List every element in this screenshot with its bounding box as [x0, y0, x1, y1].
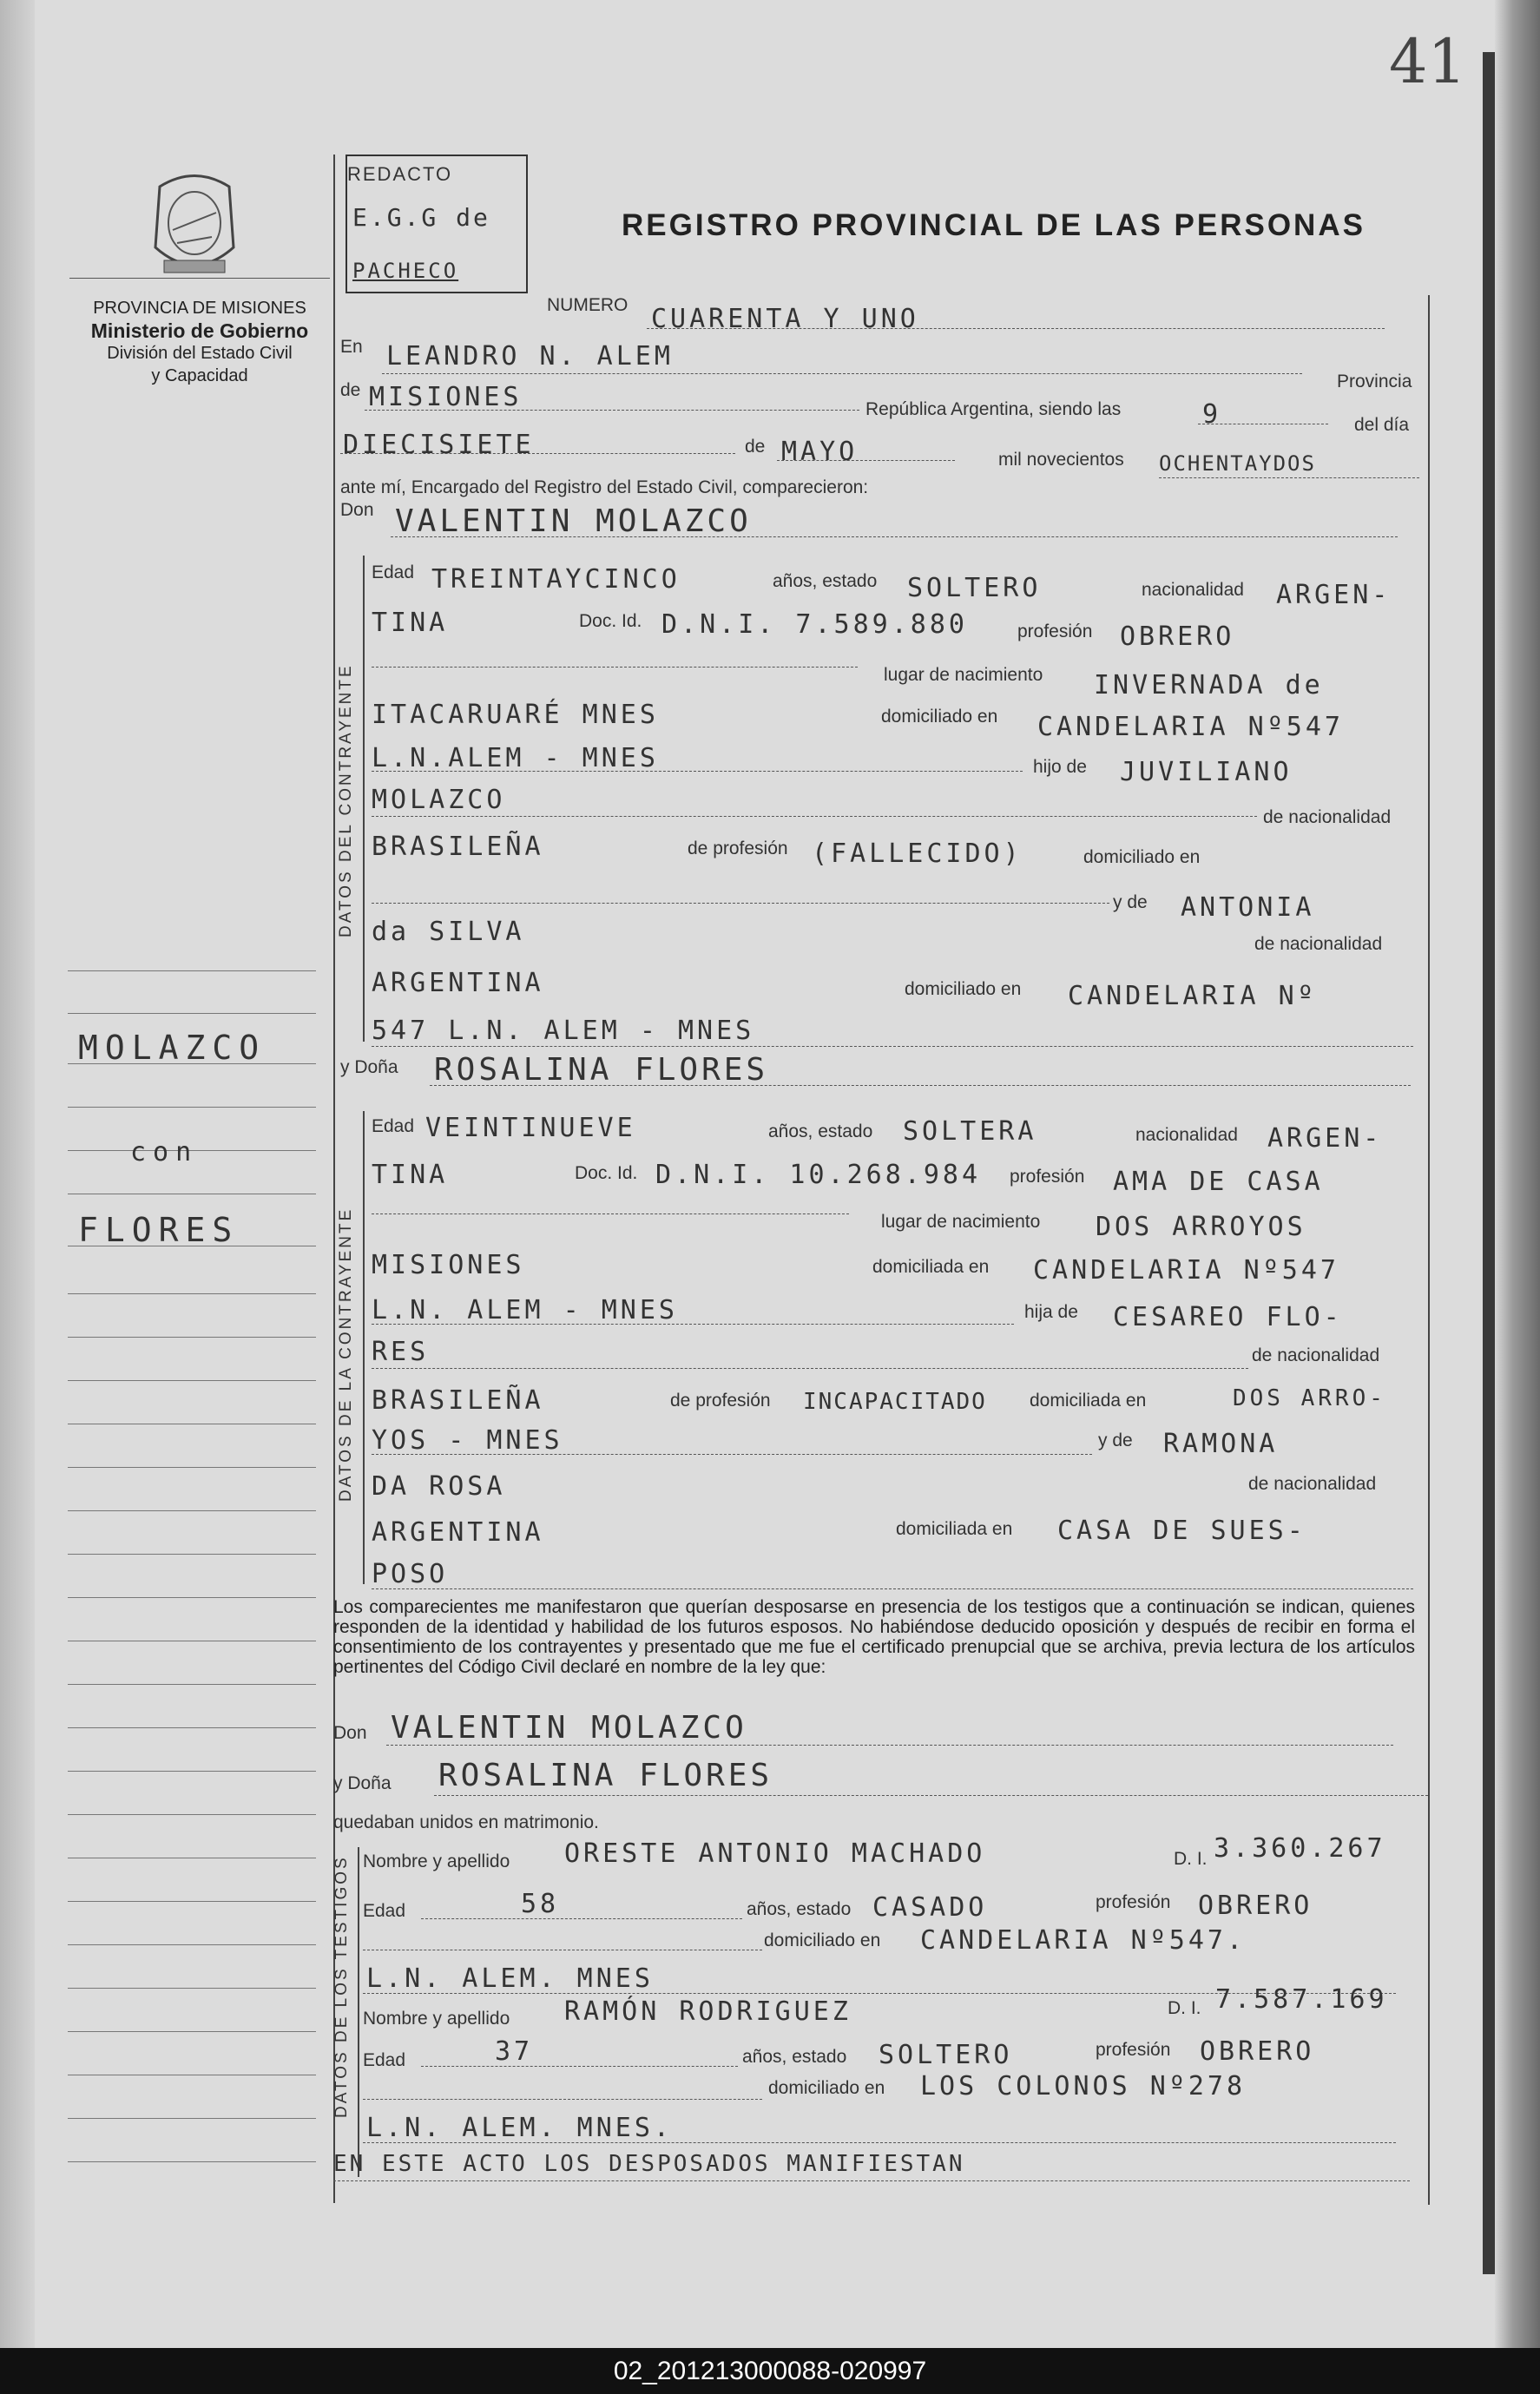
t2-edad-label: Edad [363, 2050, 406, 2070]
contrayenta-madre-de-nac-label: de nacionalidad [1248, 1474, 1377, 1494]
province-seal-icon [142, 169, 247, 282]
closing-text: EN ESTE ACTO LOS DESPOSADOS MANIFIESTAN [333, 2151, 965, 2177]
margin-note-surname-1: MOLAZCO [78, 1029, 267, 1067]
contrayenta-estado: SOLTERA [903, 1116, 1037, 1147]
contrayenta-padre: CESAREO FLO- [1113, 1302, 1343, 1332]
de-label-2: de [745, 437, 766, 457]
contrayente-madre-dom-label: domiciliado en [905, 979, 1022, 999]
contrayente-lugar-2: ITACARUARÉ MNES [372, 700, 659, 730]
t1-nombre: ORESTE ANTONIO MACHADO [564, 1838, 986, 1869]
contrayenta-madre-nac: ARGENTINA [372, 1517, 544, 1548]
contrayente-de-nac-label: de nacionalidad [1263, 807, 1392, 827]
contrayenta-madre: RAMONA [1163, 1429, 1279, 1459]
contrayente-y-de-label: y de [1113, 892, 1148, 912]
province-name: PROVINCIA DE MISIONES [93, 299, 306, 318]
contrayente-side-label: DATOS DEL CONTRAYENTE [337, 663, 355, 937]
t1-estado-label: años, estado [747, 1899, 852, 1919]
testigos-bracket [358, 1847, 359, 2177]
t1-doc: 3.360.267 [1214, 1833, 1386, 1864]
contrayenta-de-nac-label: de nacionalidad [1252, 1345, 1380, 1365]
mes-value: MAYO [781, 437, 859, 467]
dona-label: y Doña [340, 1057, 398, 1077]
contrayenta-madre-2: DA ROSA [372, 1471, 506, 1502]
document-title: REGISTRO PROVINCIAL DE LAS PERSONAS [622, 208, 1366, 242]
margin-note-surname-2: FLORES [78, 1211, 240, 1249]
testigos-side-label: DATOS DE LOS TESTIGOS [332, 1855, 351, 2118]
contrayenta-prof: AMA DE CASA [1113, 1167, 1324, 1197]
contrayenta-bracket [363, 1111, 365, 1584]
contrayenta-lugar: DOS ARROYOS [1096, 1212, 1306, 1242]
de-label: de [340, 380, 361, 400]
contrayente-edad: TREINTAYCINCO [431, 564, 681, 595]
contrayente-doc-label: Doc. Id. [579, 611, 642, 631]
t1-edad: 58 [521, 1889, 560, 1919]
contrayenta-padre-dom-label: domiciliada en [1030, 1391, 1147, 1411]
division-name-2: y Capacidad [151, 366, 248, 385]
t2-nombre-label: Nombre y apellido [363, 2009, 510, 2029]
contrayente-padre-nac: BRASILEÑA [372, 832, 544, 862]
contrayenta-dom-label: domiciliada en [872, 1257, 990, 1277]
t2-estado-label: años, estado [742, 2047, 847, 2067]
union-dona-label: y Doña [333, 1773, 392, 1793]
contrayenta-prof-label: profesión [1010, 1167, 1085, 1187]
header-rule [69, 278, 330, 279]
contrayenta-nac-label: nacionalidad [1135, 1125, 1238, 1145]
declaration-text: Los comparecientes me manifestaron que querían desposarse en presencia de los testigos que a continuación se indican, quienes responden de la identidad y habilidad de los futuros esposos. No habiéndose deducido oposición y después de recibir en forma el consentimiento de los contrayentes y presentado que me fue el certificado prenupcial que se archiva, previa lectura de los artículos pertinentes del Código Civil declaré en nombre de la ley que: [333, 1597, 1415, 1677]
contrayente-madre-2: da SILVA [372, 917, 525, 947]
contrayente-bracket [363, 556, 365, 1042]
don-value: VALENTIN MOLAZCO [395, 503, 752, 539]
numero-label: NUMERO [547, 295, 629, 315]
footer-code: 02_201213000088-020997 [0, 2348, 1540, 2394]
contrayenta-madre-dom: CASA DE SUES- [1057, 1516, 1306, 1546]
union-don-label: Don [333, 1723, 367, 1743]
t1-dom-label: domiciliado en [764, 1930, 881, 1950]
contrayente-de-prof-label: de profesión [688, 839, 788, 858]
contrayenta-side-label: DATOS DE LA CONTRAYENTE [337, 1207, 355, 1502]
contrayente-nac-2: TINA [372, 608, 449, 638]
contrayente-dom: CANDELARIA Nº547 [1037, 712, 1344, 742]
contrayente-dom-label: domiciliado en [881, 707, 998, 727]
t1-dom: CANDELARIA Nº547. [920, 1925, 1247, 1956]
contrayenta-dom: CANDELARIA Nº547 [1033, 1255, 1339, 1286]
contrayente-madre-nac: ARGENTINA [372, 968, 544, 998]
t2-doc-label: D. I. [1168, 1998, 1201, 2018]
contrayente-lugar-label: lugar de nacimiento [884, 665, 1043, 685]
del-dia-label: del día [1354, 415, 1410, 435]
union-don: VALENTIN MOLAZCO [391, 1710, 747, 1746]
binding-edge [0, 0, 35, 2348]
contrayenta-nac: ARGEN- [1267, 1123, 1383, 1154]
contrayenta-padre-dom: DOS ARRO- [1233, 1385, 1386, 1411]
contrayente-padre-dom-label: domiciliado en [1083, 847, 1201, 867]
contrayenta-nac-2: TINA [372, 1160, 449, 1190]
contrayenta-edad: VEINTINUEVE [425, 1113, 636, 1143]
contrayenta-padre-dom-2: YOS - MNES [372, 1425, 563, 1456]
redacto-line-1: E.G.G de [352, 203, 490, 232]
contrayenta-padre-nac: BRASILEÑA [372, 1385, 544, 1416]
provincia-label: Provincia [1337, 372, 1412, 391]
anio-value: OCHENTAYDOS [1159, 451, 1316, 476]
contrayente-prof-label: profesión [1017, 622, 1093, 641]
contrayenta-padre-2: RES [372, 1337, 430, 1367]
contrayente-madre: ANTONIA [1181, 892, 1315, 923]
republica-label: República Argentina, siendo las [865, 399, 1122, 419]
contrayente-dom-2: L.N.ALEM - MNES [372, 743, 659, 773]
contrayenta-edad-label: Edad [372, 1116, 415, 1136]
contrayente-doc: D.N.I. 7.589.880 [661, 609, 968, 640]
en-label: En [340, 337, 363, 357]
t2-dom: LOS COLONOS Nº278 [920, 2071, 1247, 2101]
hora-value: 9 [1202, 399, 1222, 430]
contrayenta-lugar-2: MISIONES [372, 1250, 525, 1280]
numero-value: CUARENTA Y UNO [651, 304, 919, 334]
t2-nombre: RAMÓN RODRIGUEZ [564, 1996, 852, 2027]
dia-value: DIECISIETE [343, 430, 535, 460]
contrayente-edad-label: Edad [372, 562, 415, 582]
don-label: Don [340, 500, 374, 520]
t2-dom-2: L.N. ALEM. MNES. [366, 2113, 673, 2143]
page-shadow [1495, 0, 1540, 2348]
main-right-border [1428, 295, 1430, 2205]
redacto-box [346, 155, 528, 293]
contrayente-padre-2: MOLAZCO [372, 785, 506, 815]
union-quedaban: quedaban unidos en matrimonio. [333, 1812, 599, 1832]
ante-label: ante mí, Encargado del Registro del Estado Civil, comparecieron: [340, 477, 869, 497]
contrayenta-dom-2: L.N. ALEM - MNES [372, 1295, 678, 1325]
contrayente-estado: SOLTERO [907, 573, 1042, 603]
t1-dom-2: L.N. ALEM. MNES [366, 1963, 654, 1994]
t1-prof: OBRERO [1198, 1891, 1313, 1921]
mil-label: mil novecientos [998, 450, 1124, 470]
contrayenta-lugar-label: lugar de nacimiento [881, 1212, 1041, 1232]
division-name: División del Estado Civil [107, 344, 293, 363]
redacto-label: REDACTO [347, 163, 453, 185]
contrayente-madre-dom: CANDELARIA Nº [1068, 981, 1317, 1011]
header-left [69, 297, 330, 387]
contrayente-hijo-label: hijo de [1033, 757, 1087, 777]
contrayente-prof: OBRERO [1120, 622, 1235, 652]
contrayenta-estado-label: años, estado [768, 1121, 873, 1141]
contrayente-madre-de-nac-label: de nacionalidad [1254, 934, 1383, 954]
redacto-line-2: PACHECO [352, 259, 459, 283]
t2-prof: OBRERO [1200, 2036, 1315, 2067]
de-prov-value: MISIONES [369, 382, 523, 412]
contrayenta-de-prof-label: de profesión [670, 1391, 771, 1411]
contrayente-padre-prof: (FALLECIDO) [812, 839, 1023, 869]
ministry-name: Ministerio de Gobierno [90, 319, 309, 342]
contrayente-nac-label: nacionalidad [1142, 580, 1244, 600]
contrayente-lugar: INVERNADA de [1094, 670, 1324, 700]
contrayente-madre-dom-2: 547 L.N. ALEM - MNES [372, 1016, 755, 1046]
contrayente-padre: JUVILIANO [1120, 757, 1293, 787]
margin-note-con: con [130, 1137, 199, 1167]
book-cover-edge [1483, 52, 1495, 2274]
t1-edad-label: Edad [363, 1901, 406, 1921]
t1-doc-label: D. I. [1174, 1849, 1208, 1869]
t1-prof-label: profesión [1096, 1892, 1171, 1912]
t2-edad: 37 [495, 2036, 534, 2067]
contrayenta-doc: D.N.I. 10.268.984 [655, 1160, 982, 1190]
contrayente-estado-label: años, estado [773, 571, 878, 591]
contrayenta-madre-dom-2: POSO [372, 1559, 449, 1589]
contrayenta-padre-prof: INCAPACITADO [803, 1389, 987, 1415]
contrayenta-doc-label: Doc. Id. [575, 1163, 638, 1183]
contrayenta-y-de-label: y de [1098, 1430, 1133, 1450]
page-number: 41 [1389, 26, 1467, 97]
t2-prof-label: profesión [1096, 2040, 1171, 2060]
contrayenta-hija-label: hija de [1024, 1302, 1078, 1322]
t2-estado: SOLTERO [879, 2040, 1013, 2070]
t1-nombre-label: Nombre y apellido [363, 1851, 510, 1871]
en-value: LEANDRO N. ALEM [386, 341, 674, 372]
contrayente-nac: ARGEN- [1276, 580, 1392, 610]
union-dona: ROSALINA FLORES [438, 1758, 773, 1793]
t2-dom-label: domiciliado en [768, 2078, 885, 2098]
dona-name: ROSALINA FLORES [434, 1052, 769, 1088]
contrayenta-madre-dom-label: domiciliada en [896, 1519, 1013, 1539]
t2-doc: 7.587.169 [1215, 1984, 1388, 2015]
t1-estado: CASADO [872, 1892, 988, 1923]
